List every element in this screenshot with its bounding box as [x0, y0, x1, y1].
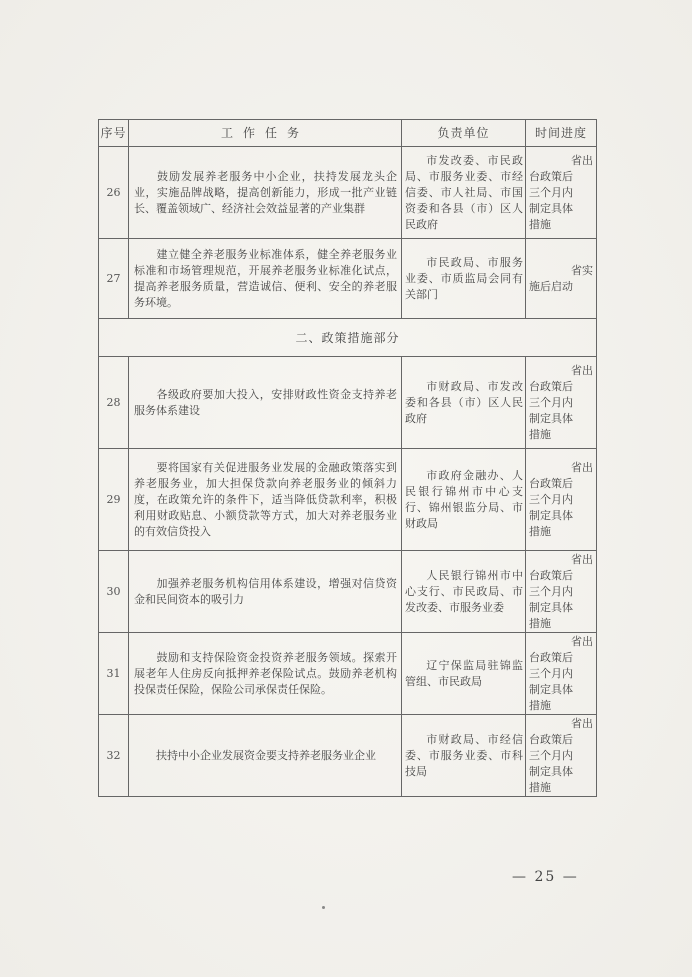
- table-header-row: [99, 120, 597, 147]
- progress-line: 省出: [571, 716, 593, 730]
- progress-line: 制定具体: [529, 201, 573, 215]
- progress-line: 制定具体: [529, 411, 573, 425]
- row-unit: [402, 633, 526, 715]
- progress-line: 省出: [571, 634, 593, 648]
- progress-line: 措施: [529, 427, 551, 441]
- task-table: [98, 119, 597, 797]
- progress-line: 省出: [571, 363, 593, 377]
- unit-text: 人民银行锦州市中心支行、市民政局、市发改委、市服务业委: [405, 568, 523, 614]
- unit-text: 辽宁保监局驻锦监管组、市民政局: [405, 658, 523, 688]
- row-task: [129, 715, 402, 797]
- progress-line: 台政策后: [529, 650, 573, 664]
- row-number: 27: [99, 239, 129, 319]
- header-num: 序号: [99, 120, 129, 147]
- header-progress: 时间进度: [526, 120, 597, 147]
- progress-line: 省出: [571, 153, 593, 167]
- progress-line: 三个月内: [529, 748, 573, 762]
- row-unit: [402, 449, 526, 551]
- progress-line: 省实: [571, 263, 593, 277]
- header-task: 工作任务: [129, 120, 402, 147]
- progress-line: 措施: [529, 616, 551, 630]
- row-progress: [526, 357, 597, 449]
- progress-line: 省出: [571, 460, 593, 474]
- table-row: [99, 633, 597, 715]
- header-unit: 负责单位: [402, 120, 526, 147]
- row-task: [129, 633, 402, 715]
- progress-line: 台政策后: [529, 732, 573, 746]
- progress-line: 措施: [529, 698, 551, 712]
- task-text: 扶持中小企业发展资金要支持养老服务业企业: [156, 748, 376, 762]
- task-text: 各级政府要加大投入，安排财政性资金支持养老服务体系建设: [134, 387, 397, 417]
- row-number: 29: [99, 449, 129, 551]
- task-text: 加强养老服务机构信用体系建设，增强对信贷资金和民间资本的吸引力: [134, 576, 397, 606]
- progress-line: 措施: [529, 524, 551, 538]
- progress-line: 台政策后: [529, 169, 573, 183]
- table-row: [99, 551, 597, 633]
- row-unit: [402, 357, 526, 449]
- progress-line: 制定具体: [529, 508, 573, 522]
- row-task: [129, 147, 402, 239]
- unit-text: 市财政局、市发改委和各县（市）区人民政府: [405, 379, 523, 425]
- table-row: [99, 147, 597, 239]
- progress-line: 台政策后: [529, 568, 573, 582]
- progress-line: 措施: [529, 217, 551, 231]
- row-unit: [402, 715, 526, 797]
- task-text: 鼓励和支持保险资金投资养老服务领域。探索开展老年人住房反向抵押养老保险试点。鼓励养老机构投保责任保险，保险公司承保责任保险。: [134, 650, 397, 696]
- section-row: [99, 319, 597, 357]
- progress-line: 省出: [571, 552, 593, 566]
- row-number: 28: [99, 357, 129, 449]
- unit-text: 市民政局、市服务业委、市质监局会同有关部门: [405, 255, 523, 301]
- unit-text: 市发改委、市民政局、市服务业委、市经信委、市人社局、市国资委和各县（市）区人民政府: [405, 153, 523, 231]
- progress-line: 三个月内: [529, 492, 573, 506]
- progress-line: 措施: [529, 780, 551, 794]
- progress-line: 制定具体: [529, 600, 573, 614]
- row-number: 26: [99, 147, 129, 239]
- progress-line: 施后启动: [529, 279, 573, 293]
- progress-line: 制定具体: [529, 764, 573, 778]
- progress-line: 台政策后: [529, 379, 573, 393]
- unit-text: 市政府金融办、人民银行锦州市中心支行、锦州银监分局、市财政局: [405, 468, 523, 530]
- task-text: 鼓励发展养老服务中小企业，扶持发展龙头企业，实施品牌战略，提高创新能力，形成一批产业链长、覆盖领域广、经济社会效益显著的产业集群: [134, 169, 397, 215]
- row-number: 32: [99, 715, 129, 797]
- progress-line: 台政策后: [529, 476, 573, 490]
- section-title: 二、政策措施部分: [99, 319, 597, 357]
- row-number: 31: [99, 633, 129, 715]
- row-unit: [402, 239, 526, 319]
- progress-line: 三个月内: [529, 185, 573, 199]
- row-unit: [402, 147, 526, 239]
- row-task: [129, 551, 402, 633]
- progress-line: 三个月内: [529, 395, 573, 409]
- row-progress: [526, 449, 597, 551]
- page-number: — 25 —: [512, 869, 579, 885]
- row-progress: [526, 715, 597, 797]
- progress-line: 制定具体: [529, 682, 573, 696]
- row-unit: [402, 551, 526, 633]
- task-text: 建立健全养老服务业标准体系，健全养老服务业标准和市场管理规范，开展养老服务业标准化试点，提高养老服务质量，营造诚信、便利、安全的养老服务环境。: [134, 247, 397, 309]
- row-progress: [526, 239, 597, 319]
- table-row: [99, 449, 597, 551]
- row-progress: [526, 147, 597, 239]
- progress-line: 三个月内: [529, 584, 573, 598]
- row-number: 30: [99, 551, 129, 633]
- table-row: [99, 715, 597, 797]
- row-task: [129, 239, 402, 319]
- table-row: [99, 239, 597, 319]
- unit-text: 市财政局、市经信委、市服务业委、市科技局: [405, 732, 523, 778]
- row-progress: [526, 633, 597, 715]
- scan-dot: [322, 906, 325, 909]
- table-row: [99, 357, 597, 449]
- row-task: [129, 449, 402, 551]
- row-progress: [526, 551, 597, 633]
- progress-line: 三个月内: [529, 666, 573, 680]
- task-text: 要将国家有关促进服务业发展的金融政策落实到养老服务业，加大担保贷款向养老服务业的倾斜力度，在政策允许的条件下，适当降低贷款利率，积极利用财政贴息、小额贷款等方式，加大对养老服务业的有效信贷投入: [134, 460, 397, 538]
- row-task: [129, 357, 402, 449]
